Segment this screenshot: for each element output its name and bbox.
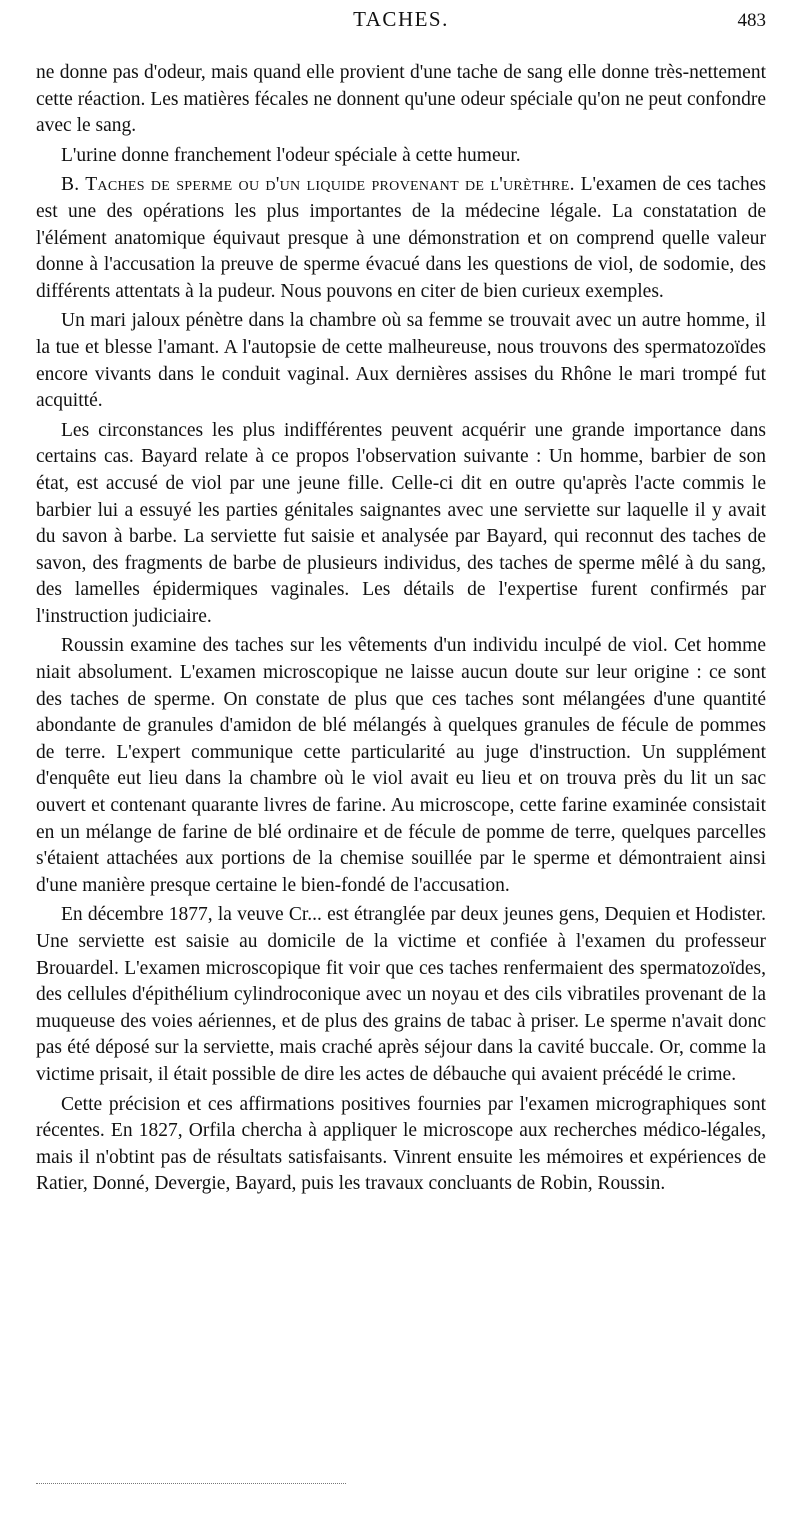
footer-dotted-rule [36,1483,346,1484]
paragraph-text: En décembre 1877, la veuve Cr... est étranglée par deux jeunes gens, Dequien et Hodister. Une serviette est saisie au domicile de la victime et confiée à l'examen du professeur Brouardel. L'examen microscopique fit voir que ces taches renfermaient des spermatozoïdes, des cellules d'épithélium cylindroconique avec un noyau et des cils vibratiles provenant de la muqueuse des voies aériennes, et de plus des grains de tabac à priser. Le sperme n'avait donc pas été déposé sur la serviette, mais craché après séjour dans la cavité buccale. Or, comme la victime prisait, il était possible de dire les actes de débauche qui avaient précédé le crime. [36,904,766,1085]
paragraph-urine [36,143,766,170]
paragraph-mari-jaloux [36,308,766,414]
paragraph-text: L'examen de ces taches est une des opérations les plus importantes de la médecine légale. La constatation de l'élément anatomique équivaut presque à une démonstration et on comprend quelle valeur donne à l'accusation la preuve de sperme évacué dans les questions de viol, de sodomie, des différents attentats à la pudeur. Nous pouvons en citer de bien curieux exemples. [36,174,767,302]
section-heading: B. Taches de sperme ou d'un liquide provenant de l'urèthre. [61,174,575,196]
paragraph-text: ne donne pas d'odeur, mais quand elle provient d'une tache de sang elle donne très-nettement cette réaction. Les matières fécales ne donnent qu'une odeur spéciale qu'on ne peut confondre avec le sang. [36,62,766,137]
paragraph-text: Roussin examine des taches sur les vêtements d'un individu inculpé de viol. Cet homme niait absolument. L'examen microscopique ne laisse aucun doute sur leur origine : ce sont des taches de sperme. On constate de plus que ces taches sont mélangées d'une quantité abondante de granules d'amidon de blé mélangés à quelques granules de fécule de pommes de terre. L'expert communique cette particularité au juge d'instruction. Un supplément d'enquête eut lieu dans la chambre où le viol avait eu lieu et on trouva près du lit un sac ouvert et contenant quarante livres de farine. Au microscope, cette farine examinée consistait en un mélange de farine de blé ordinaire et de fécule de pomme de terre, quelques parcelles s'étaient attachées aux portions de la chemise souillée par le sperme et démontraient ainsi d'une manière presque certaine le bien-fondé de l'accusation. [36,635,766,896]
paragraph-text: Un mari jaloux pénètre dans la chambre où sa femme se trouvait avec un autre homme, il la tue et blesse l'amant. A l'autopsie de cette malheureuse, nous trouvons des spermatozoïdes encore vivants dans le conduit vaginal. Aux dernières assises du Rhône le mari trompé fut acquitté. [36,310,766,412]
book-page [36,0,766,1521]
page-number: 483 [737,10,766,31]
paragraph-bayard [36,418,766,631]
body-text [36,60,766,1198]
paragraph-decembre-1877 [36,902,766,1088]
paragraph-text: L'urine donne franchement l'odeur spéciale à cette humeur. [61,144,521,166]
paragraph-continuation [36,60,766,140]
paragraph-text: Les circonstances les plus indifférentes peuvent acquérir une grande importance dans certains cas. Bayard relate à ce propos l'observation suivante : Un homme, barbier de son état, est accusé de viol par une jeune fille. Celle-ci dit en outre qu'après l'acte commis le barbier lui a essuyé les parties génitales saignantes avec une serviette sur laquelle il y avait du savon à barbe. La serviette fut saisie et analysée par Bayard, qui reconnut des taches de savon, des fragments de barbe de plusieurs individus, des taches de sperme mêlé à du sang, des lamelles épidermiques vaginales. Les détails de l'expertise furent confirmés par l'instruction judiciaire. [36,419,766,627]
running-head [36,0,766,44]
paragraph-precision [36,1092,766,1198]
paragraph-section-b [36,172,766,305]
running-title: TACHES. [353,7,449,31]
paragraph-roussin [36,633,766,899]
paragraph-text: Cette précision et ces affirmations positives fournies par l'examen micrographiques sont récentes. En 1827, Orfila chercha à appliquer le microscope aux recherches médico-légales, mais il n'obtint pas de résultats satisfaisants. Vinrent ensuite les mémoires et expériences de Ratier, Donné, Devergie, Bayard, puis les travaux concluants de Robin, Roussin. [36,1093,766,1195]
